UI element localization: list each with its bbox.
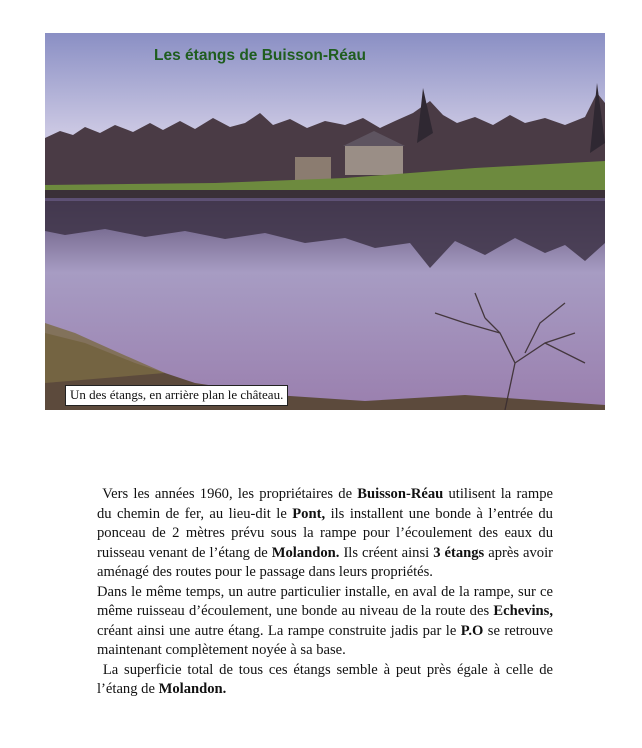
article-body: [97, 485, 553, 700]
p3-text-1: La superficie total de tous ces étangs semble à peut près égale à celle de l’étang de: [97, 661, 553, 697]
pond-photo: [45, 33, 605, 410]
paragraph-1: [97, 485, 553, 583]
p3-bold-molandon: Molandon.: [158, 681, 227, 697]
p1-bold-pont: Pont,: [292, 505, 326, 522]
p1-bold-3-etangs: 3 étangs: [433, 544, 485, 561]
p1-text-4: Ils créent ainsi: [339, 544, 434, 561]
photo-caption: Un des étangs, en arrière plan le château.: [65, 385, 288, 406]
photo-title: Les étangs de Buisson-Réau: [154, 47, 366, 64]
p2-text-3: se retrouve maintenant complètement noyée à sa base.: [97, 622, 553, 658]
paragraph-3: [97, 661, 553, 700]
p1-bold-molandon: Molandon.: [271, 544, 340, 561]
paragraph-2: [97, 583, 553, 661]
p1-text-3: ils installent une bonde à l’entrée du ponceau de 2 mètres prévu sous la rampe pour l’écoulement des eaux du ruisseau venant de l’étang de: [97, 505, 553, 561]
p2-text-2: créant ainsi une autre étang. La rampe construite jadis par le: [97, 622, 461, 639]
p2-bold-echevins: Echevins,: [493, 603, 553, 619]
p1-text-1: Vers les années 1960, les propriétaires de: [102, 486, 358, 502]
p1-text-5: après avoir aménagé des routes pour le passage dans leurs propriétés.: [97, 544, 553, 580]
p1-text-2: utilisent la rampe du chemin de fer, au lieu-dit le: [97, 486, 553, 522]
p1-bold-buisson-reau: Buisson-Réau: [357, 486, 444, 502]
pond-landscape-image: [45, 33, 605, 410]
p2-bold-po: P.O: [460, 622, 484, 639]
p2-text-1: Dans le même temps, un autre particulier installe, en aval de la rampe, sur ce même ruisseau d’écoulement, une bonde au niveau de la route des: [97, 583, 553, 619]
